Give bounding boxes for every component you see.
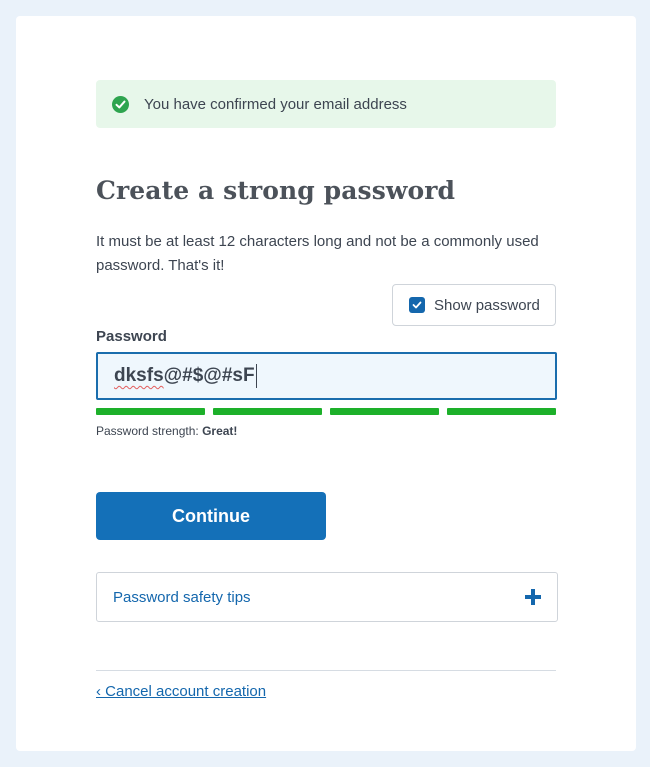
- check-circle-icon: [112, 96, 129, 113]
- strength-text: [96, 424, 237, 438]
- password-tips-accordion[interactable]: [96, 572, 558, 622]
- tips-label: Password safety tips: [113, 588, 251, 606]
- strength-bar: [447, 408, 556, 415]
- show-password-checkbox[interactable]: [409, 297, 425, 313]
- continue-button[interactable]: Continue: [96, 492, 326, 540]
- password-input[interactable]: [96, 352, 557, 400]
- plus-icon[interactable]: [525, 589, 541, 605]
- show-password-toggle[interactable]: [392, 284, 556, 326]
- password-value-misspelled: dksfs: [114, 365, 164, 386]
- password-value-rest: @#$@#sF: [163, 365, 255, 386]
- text-caret: [256, 364, 257, 388]
- strength-prefix: Password strength:: [96, 424, 203, 438]
- strength-bar: [213, 408, 322, 415]
- show-password-label: Show password: [434, 296, 540, 314]
- divider: [96, 670, 556, 671]
- strength-bar: [330, 408, 439, 415]
- strength-value: Great!: [202, 424, 238, 438]
- intro-text: It must be at least 12 characters long and not be a commonly used password. That's it!: [96, 233, 539, 274]
- alert-message: You have confirmed your email address: [144, 95, 407, 113]
- password-label: Password: [96, 328, 167, 345]
- cancel-account-link[interactable]: ‹ Cancel account creation: [96, 683, 267, 700]
- strength-meter: [96, 408, 556, 415]
- page-title: Create a strong password: [96, 176, 456, 205]
- success-alert: [96, 80, 556, 128]
- strength-bar: [96, 408, 205, 415]
- main-card: [16, 16, 636, 751]
